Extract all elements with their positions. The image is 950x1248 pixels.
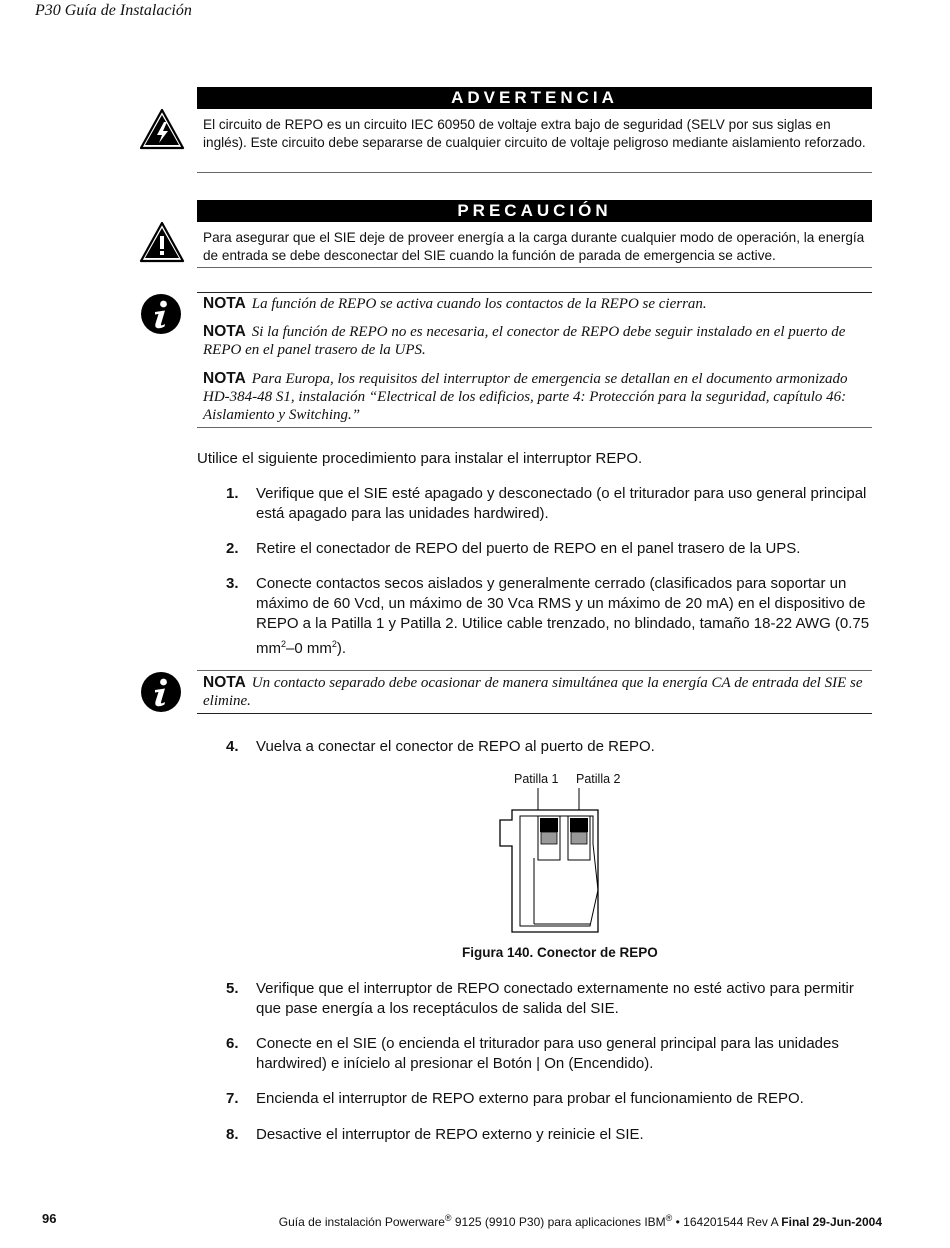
step-text: Conecte en el SIE (o encienda el triturador para uso general principal para las unidades hardwired) e inícielo al presionar el Botón | On (Encendido). [256,1035,839,1072]
page-number: 96 [42,1211,57,1226]
note-label: NOTA [203,674,246,691]
step-number: 2. [226,540,239,557]
pin2-label: Patilla 2 [576,772,621,786]
electric-hazard-icon [139,108,185,154]
note-text: Si la función de REPO no es necesaria, el conector de REPO debe seguir instalado en el puerto de REPO en el panel trasero de la UPS. [203,324,846,358]
step-5 [226,979,871,1019]
step-number: 5. [226,980,239,997]
repo-connector-diagram [490,786,610,938]
caution-banner: PRECAUCIÓN [197,200,872,222]
step-text: Conecte contactos secos aislados y generalmente cerrado (clasificados para soportar un máximo de 60 Vcd, un máximo de 30 Vca RMS y un máximo de 20 mA) en el dispositivo de REPO a la Patilla 1 y Patilla 2. Utilice cable trenzado, no blindado, tamaño 18-22 AWG (0.75 $mm^2-0$ $mm^2$). [256,575,870,657]
note-2 [203,323,868,359]
warning-banner: ADVERTENCIA [197,87,872,109]
step-text: Verifique que el SIE esté apagado y desconectado (o el triturador para uso general principal está apagado para las unidades hardwired). [256,485,867,522]
figure-caption: Figura 140. Conector de REPO [462,945,658,960]
notes-bottom-rule [197,427,872,428]
caution-divider [197,267,872,268]
step-3 [226,574,871,659]
pin1-label: Patilla 1 [514,772,559,786]
note-text: Un contacto separado debe ocasionar de manera simultánea que la energía CA de entrada del SIE se elimine. [203,675,863,709]
procedure-intro: Utilice el siguiente procedimiento para instalar el interruptor REPO. [197,450,643,467]
step-8 [226,1125,871,1145]
warning-text: El circuito de REPO es un circuito IEC 60950 de voltaje extra bajo de seguridad (SELV por sus siglas en inglés). Este circuito debe separarse de cualquier circuito de voltaje peligroso mediante aislamiento reforzado. [203,117,866,150]
note-1 [203,295,868,313]
caution-text: Para asegurar que el SIE deje de proveer energía a la carga durante cualquier modo de operación, la energía de entrada se debe desconectar del SIE cuando la función de parada de emergencia se active. [203,230,865,263]
step-4 [226,737,871,757]
step-7 [226,1089,871,1109]
note-text: La función de REPO se activa cuando los contactos de la REPO se cierran. [251,296,707,312]
notes-top-rule [197,292,872,293]
warning-divider [197,172,872,173]
running-header: P30 Guía de Instalación [35,2,192,19]
note-label: NOTA [203,370,246,387]
step-text: Desactive el interruptor de REPO externo y reinicie el SIE. [256,1126,644,1143]
step-number: 1. [226,485,239,502]
step-text: Retire el conectador de REPO del puerto de REPO en el panel trasero de la UPS. [256,540,801,557]
note-3 [203,370,868,424]
note2-bottom-rule [197,713,872,714]
note-4 [203,674,868,710]
caution-icon [139,221,185,267]
step-text: Verifique que el interruptor de REPO conectado externamente no esté activo para permitir que pase energía a los receptáculos de salida del SIE. [256,980,854,1017]
step-text: Encienda el interruptor de REPO externo para probar el funcionamiento de REPO. [256,1090,804,1107]
info-icon [140,671,182,713]
footer-info: Guía de instalación Powerware® 9125 (9910 P30) para aplicaciones IBM® • 164201544 Rev A Final 29-Jun-2004 [278,1213,882,1229]
step-number: 8. [226,1126,239,1143]
note2-top-rule [197,670,872,671]
info-icon [140,293,182,335]
note-label: NOTA [203,323,246,340]
step-text: Vuelva a conectar el conector de REPO al puerto de REPO. [256,738,655,755]
step-number: 7. [226,1090,239,1107]
step-1 [226,484,871,524]
note-label: NOTA [203,295,246,312]
step-number: 4. [226,738,239,755]
step-2 [226,539,871,559]
note-text: Para Europa, los requisitos del interruptor de emergencia se detallan en el documento armonizado HD-384-48 S1, instalación “Electrical de los edificios, parte 4: Protección para la seguridad, capítulo 46: Aislamiento y Switching.” [203,371,848,423]
step-number: 3. [226,575,239,592]
step-number: 6. [226,1035,239,1052]
step-6 [226,1034,871,1074]
